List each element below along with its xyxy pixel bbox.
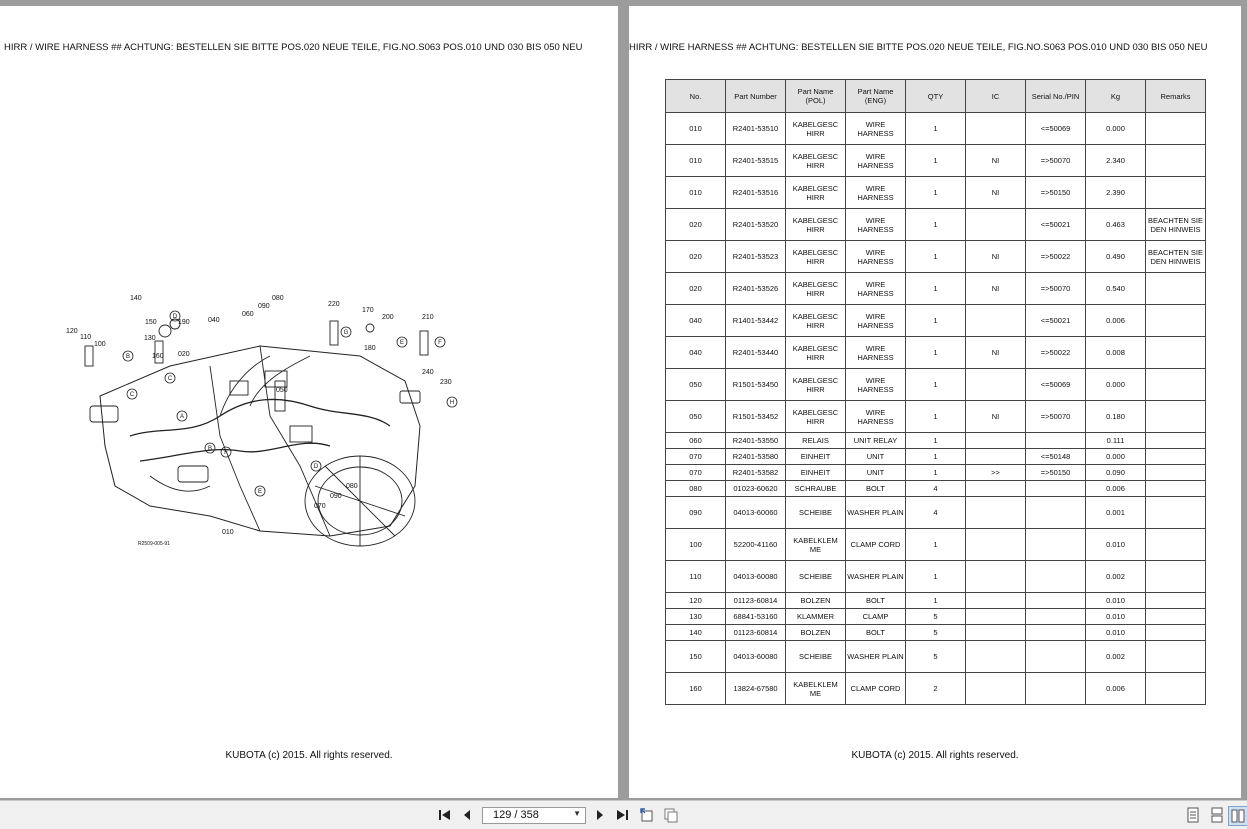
cell-serial [1026, 593, 1086, 609]
cell-qty: 1 [906, 561, 966, 593]
svg-text:F: F [224, 450, 228, 456]
cell-serial: <=50148 [1026, 449, 1086, 465]
table-row [666, 305, 1206, 337]
svg-text:160: 160 [152, 353, 164, 360]
cell-no: 070 [666, 465, 726, 481]
svg-text:D: D [172, 314, 178, 320]
cell-part-name-pol: EINHEIT [786, 465, 846, 481]
cell-ic [966, 561, 1026, 593]
cell-part-name-eng: WIRE HARNESS [846, 305, 906, 337]
svg-text:200: 200 [382, 314, 394, 321]
cell-serial: =>50150 [1026, 465, 1086, 481]
cell-ic: NI [966, 337, 1026, 369]
cell-serial: =>50070 [1026, 401, 1086, 433]
svg-text:140: 140 [130, 295, 142, 302]
cell-qty: 5 [906, 609, 966, 625]
cell-serial: <=50069 [1026, 113, 1086, 145]
cell-kg: 0.008 [1086, 337, 1146, 369]
cell-part-name-eng: BOLT [846, 625, 906, 641]
page-header-text: HIRR / WIRE HARNESS ## ACHTUNG: BESTELLEN SIE BITTE POS.020 NEUE TEILE, FIG.NO.S063 POS.010 UND 030 BIS 050 NEU [4, 42, 583, 53]
right-page [629, 6, 1241, 798]
cell-qty: 1 [906, 241, 966, 273]
cell-part-number: R1501-53450 [726, 369, 786, 401]
cell-part-number: R2401-53523 [726, 241, 786, 273]
svg-text:C: C [129, 392, 135, 398]
svg-text:090: 090 [258, 303, 270, 310]
cell-kg: 0.002 [1086, 561, 1146, 593]
cell-part-name-pol: KABELGESC HIRR [786, 177, 846, 209]
cell-part-name-pol: KABELGESC HIRR [786, 209, 846, 241]
svg-text:110: 110 [80, 334, 92, 341]
cell-no: 120 [666, 593, 726, 609]
cell-part-name-pol: KABELKLEM ME [786, 529, 846, 561]
cell-no: 060 [666, 433, 726, 449]
svg-text:130: 130 [144, 335, 156, 342]
svg-text:170: 170 [362, 307, 374, 314]
cell-qty: 1 [906, 593, 966, 609]
table-row [666, 465, 1206, 481]
svg-text:240: 240 [422, 369, 434, 376]
cell-qty: 1 [906, 209, 966, 241]
cell-part-name-eng: WASHER PLAIN [846, 561, 906, 593]
table-row [666, 337, 1206, 369]
cell-kg: 2.390 [1086, 177, 1146, 209]
rotate-icon[interactable] [638, 806, 656, 824]
svg-text:060: 060 [242, 311, 254, 318]
table-row [666, 241, 1206, 273]
cell-kg: 0.006 [1086, 481, 1146, 497]
cell-qty: 5 [906, 625, 966, 641]
cell-qty: 1 [906, 401, 966, 433]
col-header-ic: IC [966, 80, 1026, 113]
cell-part-name-pol: KABELGESC HIRR [786, 145, 846, 177]
cell-remarks: BEACHTEN SIE DEN HINWEIS [1146, 241, 1206, 273]
cell-serial [1026, 625, 1086, 641]
cell-serial: <=50069 [1026, 369, 1086, 401]
cell-kg: 0.490 [1086, 241, 1146, 273]
cell-part-name-eng: WASHER PLAIN [846, 497, 906, 529]
next-page-icon[interactable] [591, 806, 609, 824]
cell-remarks [1146, 113, 1206, 145]
svg-text:C: C [167, 376, 173, 382]
cell-remarks [1146, 369, 1206, 401]
cell-part-name-eng: WIRE HARNESS [846, 145, 906, 177]
cell-ic: NI [966, 177, 1026, 209]
cell-serial [1026, 481, 1086, 497]
col-header-part-name-pol: Part Name (POL) [786, 80, 846, 113]
prev-page-icon[interactable] [458, 806, 476, 824]
svg-text:020: 020 [178, 351, 190, 358]
svg-text:R2509-005-91: R2509-005-91 [138, 541, 170, 547]
wire-harness-diagram [60, 286, 470, 556]
page-footer: KUBOTA (c) 2015. All rights reserved. [851, 750, 1019, 761]
cell-kg: 0.090 [1086, 465, 1146, 481]
table-row [666, 529, 1206, 561]
svg-text:F: F [438, 340, 442, 346]
cell-qty: 1 [906, 465, 966, 481]
table-row [666, 113, 1206, 145]
cell-serial: <=50021 [1026, 305, 1086, 337]
cell-ic [966, 209, 1026, 241]
cell-qty: 1 [906, 177, 966, 209]
cell-serial [1026, 529, 1086, 561]
cell-no: 010 [666, 113, 726, 145]
cell-no: 090 [666, 497, 726, 529]
cell-kg: 0.010 [1086, 609, 1146, 625]
cell-part-name-eng: WIRE HARNESS [846, 209, 906, 241]
cell-part-number: R2401-53516 [726, 177, 786, 209]
cell-qty: 1 [906, 305, 966, 337]
cell-part-name-eng: WASHER PLAIN [846, 641, 906, 673]
cell-part-name-eng: WIRE HARNESS [846, 401, 906, 433]
cell-part-number: 52200-41160 [726, 529, 786, 561]
cell-part-number: 01123-60814 [726, 625, 786, 641]
cell-part-name-pol: KABELGESC HIRR [786, 337, 846, 369]
cell-part-number: R1401-53442 [726, 305, 786, 337]
cell-part-name-eng: WIRE HARNESS [846, 369, 906, 401]
cell-serial: =>50150 [1026, 177, 1086, 209]
svg-text:080: 080 [346, 483, 358, 490]
table-row [666, 273, 1206, 305]
cell-part-name-eng: UNIT [846, 465, 906, 481]
col-header-no: No. [666, 80, 726, 113]
col-header-kg: Kg [1086, 80, 1146, 113]
cell-qty: 1 [906, 433, 966, 449]
cell-serial: =>50022 [1026, 241, 1086, 273]
cell-part-name-pol: SCHEIBE [786, 561, 846, 593]
continuous-view-icon[interactable] [1208, 806, 1226, 824]
svg-text:050: 050 [276, 387, 288, 394]
cell-part-name-eng: WIRE HARNESS [846, 337, 906, 369]
cell-ic [966, 449, 1026, 465]
table-row [666, 449, 1206, 465]
cell-remarks: BEACHTEN SIE DEN HINWEIS [1146, 209, 1206, 241]
parts-table-body [666, 113, 1206, 705]
cell-kg: 0.002 [1086, 641, 1146, 673]
table-row [666, 561, 1206, 593]
cell-part-name-pol: KABELGESC HIRR [786, 113, 846, 145]
cell-part-number: R2401-53440 [726, 337, 786, 369]
cell-part-name-pol: SCHEIBE [786, 497, 846, 529]
cell-part-name-eng: BOLT [846, 593, 906, 609]
cell-part-number: R2401-53580 [726, 449, 786, 465]
cell-part-name-pol: KABELGESC HIRR [786, 273, 846, 305]
cell-no: 020 [666, 273, 726, 305]
last-page-icon[interactable] [613, 806, 631, 824]
page-header-text: HIRR / WIRE HARNESS ## ACHTUNG: BESTELLEN SIE BITTE POS.020 NEUE TEILE, FIG.NO.S063 POS.010 UND 030 BIS 050 NEU [629, 42, 1208, 53]
col-header-part-number: Part Number [726, 80, 786, 113]
parts-table [665, 79, 1206, 705]
page-number-select[interactable] [482, 807, 586, 824]
cell-kg: 2.340 [1086, 145, 1146, 177]
cell-part-number: 04013-60060 [726, 497, 786, 529]
single-page-view-icon[interactable] [1184, 806, 1202, 824]
cell-remarks [1146, 481, 1206, 497]
page-indicator: 129 / 358 [493, 809, 539, 821]
table-row [666, 145, 1206, 177]
svg-text:040: 040 [208, 317, 220, 324]
cell-part-name-pol: BOLZEN [786, 625, 846, 641]
cell-ic [966, 673, 1026, 705]
copy-page-icon[interactable] [662, 806, 680, 824]
cell-serial [1026, 497, 1086, 529]
cell-part-number: 01023-60620 [726, 481, 786, 497]
cell-part-name-pol: KABELGESC HIRR [786, 401, 846, 433]
table-row [666, 625, 1206, 641]
cell-no: 010 [666, 177, 726, 209]
cell-ic [966, 305, 1026, 337]
cell-no: 040 [666, 337, 726, 369]
cell-part-name-eng: CLAMP CORD [846, 673, 906, 705]
cell-ic: >> [966, 465, 1026, 481]
cell-part-name-pol: KABELKLEM ME [786, 673, 846, 705]
cell-no: 070 [666, 449, 726, 465]
cell-no: 140 [666, 625, 726, 641]
cell-kg: 0.540 [1086, 273, 1146, 305]
cell-part-name-pol: KLAMMER [786, 609, 846, 625]
cell-ic: NI [966, 145, 1026, 177]
cell-ic [966, 369, 1026, 401]
cell-qty: 1 [906, 337, 966, 369]
cell-serial: <=50021 [1026, 209, 1086, 241]
cell-no: 050 [666, 369, 726, 401]
cell-kg: 0.010 [1086, 625, 1146, 641]
cell-remarks [1146, 641, 1206, 673]
cell-part-name-pol: SCHRAUBE [786, 481, 846, 497]
cell-part-name-pol: SCHEIBE [786, 641, 846, 673]
cell-part-name-eng: WIRE HARNESS [846, 273, 906, 305]
cell-remarks [1146, 497, 1206, 529]
cell-ic [966, 625, 1026, 641]
svg-text:E: E [399, 340, 405, 346]
cell-remarks [1146, 673, 1206, 705]
cell-part-name-eng: WIRE HARNESS [846, 241, 906, 273]
cell-part-name-eng: UNIT [846, 449, 906, 465]
col-header-part-name-eng: Part Name (ENG) [846, 80, 906, 113]
cell-no: 110 [666, 561, 726, 593]
cell-remarks [1146, 609, 1206, 625]
cell-remarks [1146, 465, 1206, 481]
svg-text:220: 220 [328, 301, 340, 308]
cell-part-name-eng: CLAMP [846, 609, 906, 625]
svg-text:190: 190 [178, 319, 190, 326]
svg-text:210: 210 [422, 314, 434, 321]
cell-part-name-pol: EINHEIT [786, 449, 846, 465]
cell-part-name-eng: BOLT [846, 481, 906, 497]
cell-serial: =>50022 [1026, 337, 1086, 369]
cell-no: 040 [666, 305, 726, 337]
cell-serial: =>50070 [1026, 145, 1086, 177]
col-header-qty: QTY [906, 80, 966, 113]
cell-part-number: 01123-60814 [726, 593, 786, 609]
cell-part-number: R2401-53582 [726, 465, 786, 481]
cell-part-number: 04013-60080 [726, 641, 786, 673]
cell-part-number: R2401-53526 [726, 273, 786, 305]
cell-qty: 1 [906, 113, 966, 145]
table-row [666, 593, 1206, 609]
cell-no: 150 [666, 641, 726, 673]
cell-part-number: R2401-53550 [726, 433, 786, 449]
svg-text:A: A [179, 414, 185, 420]
cell-ic: NI [966, 241, 1026, 273]
table-row [666, 497, 1206, 529]
table-row [666, 209, 1206, 241]
cell-part-name-pol: KABELGESC HIRR [786, 241, 846, 273]
cell-kg: 0.010 [1086, 529, 1146, 561]
cell-kg: 0.000 [1086, 113, 1146, 145]
cell-part-name-eng: WIRE HARNESS [846, 113, 906, 145]
cell-ic [966, 609, 1026, 625]
cell-part-name-pol: KABELGESC HIRR [786, 369, 846, 401]
cell-qty: 1 [906, 369, 966, 401]
cell-remarks [1146, 625, 1206, 641]
cell-no: 050 [666, 401, 726, 433]
first-page-icon[interactable] [436, 806, 454, 824]
svg-text:230: 230 [440, 379, 452, 386]
cell-ic [966, 113, 1026, 145]
cell-serial [1026, 433, 1086, 449]
two-page-view-icon[interactable] [1228, 806, 1247, 826]
svg-text:180: 180 [364, 345, 376, 352]
table-row [666, 673, 1206, 705]
cell-ic [966, 433, 1026, 449]
col-header-remarks: Remarks [1146, 80, 1206, 113]
cell-ic [966, 497, 1026, 529]
cell-part-name-pol: BOLZEN [786, 593, 846, 609]
cell-no: 130 [666, 609, 726, 625]
cell-kg: 0.000 [1086, 449, 1146, 465]
svg-text:B: B [207, 446, 213, 452]
cell-remarks [1146, 593, 1206, 609]
table-row [666, 641, 1206, 673]
svg-text:D: D [313, 464, 319, 470]
svg-text:120: 120 [66, 328, 78, 335]
cell-remarks [1146, 177, 1206, 209]
cell-remarks [1146, 273, 1206, 305]
col-header-serial: Serial No./PIN [1026, 80, 1086, 113]
cell-remarks [1146, 449, 1206, 465]
cell-kg: 0.463 [1086, 209, 1146, 241]
table-row [666, 369, 1206, 401]
cell-part-number: 13824-67580 [726, 673, 786, 705]
cell-kg: 0.180 [1086, 401, 1146, 433]
cell-ic: NI [966, 401, 1026, 433]
page-footer: KUBOTA (c) 2015. All rights reserved. [225, 750, 393, 761]
svg-text:090: 090 [330, 493, 342, 500]
cell-serial: =>50070 [1026, 273, 1086, 305]
cell-part-name-eng: CLAMP CORD [846, 529, 906, 561]
cell-qty: 5 [906, 641, 966, 673]
svg-text:080: 080 [272, 295, 284, 302]
cell-remarks [1146, 401, 1206, 433]
cell-part-number: R2401-53520 [726, 209, 786, 241]
cell-part-number: 04013-60080 [726, 561, 786, 593]
cell-ic [966, 593, 1026, 609]
svg-text:H: H [449, 400, 455, 406]
chevron-down-icon: ▼ [573, 809, 581, 818]
cell-no: 160 [666, 673, 726, 705]
cell-serial [1026, 673, 1086, 705]
cell-serial [1026, 609, 1086, 625]
cell-qty: 1 [906, 449, 966, 465]
table-row [666, 481, 1206, 497]
cell-qty: 1 [906, 273, 966, 305]
cell-part-number: R1501-53452 [726, 401, 786, 433]
table-row [666, 609, 1206, 625]
svg-text:100: 100 [94, 341, 106, 348]
cell-ic: NI [966, 273, 1026, 305]
cell-part-number: 68841-53160 [726, 609, 786, 625]
cell-kg: 0.006 [1086, 673, 1146, 705]
cell-remarks [1146, 433, 1206, 449]
viewer-toolbar [0, 800, 1247, 829]
cell-no: 010 [666, 145, 726, 177]
cell-serial [1026, 641, 1086, 673]
cell-part-name-pol: KABELGESC HIRR [786, 305, 846, 337]
svg-text:B: B [125, 354, 131, 360]
cell-qty: 1 [906, 529, 966, 561]
left-page [0, 6, 618, 798]
cell-remarks [1146, 529, 1206, 561]
cell-qty: 2 [906, 673, 966, 705]
svg-text:010: 010 [222, 529, 234, 536]
svg-text:150: 150 [145, 319, 157, 326]
cell-kg: 0.001 [1086, 497, 1146, 529]
cell-qty: 4 [906, 481, 966, 497]
cell-remarks [1146, 305, 1206, 337]
table-header-row [666, 80, 1206, 113]
cell-ic [966, 481, 1026, 497]
cell-ic [966, 529, 1026, 561]
cell-ic [966, 641, 1026, 673]
table-row [666, 401, 1206, 433]
cell-no: 020 [666, 209, 726, 241]
cell-kg: 0.111 [1086, 433, 1146, 449]
cell-kg: 0.010 [1086, 593, 1146, 609]
cell-remarks [1146, 561, 1206, 593]
cell-qty: 1 [906, 145, 966, 177]
cell-no: 020 [666, 241, 726, 273]
cell-part-name-pol: RELAIS [786, 433, 846, 449]
cell-part-number: R2401-53515 [726, 145, 786, 177]
cell-part-number: R2401-53510 [726, 113, 786, 145]
cell-serial [1026, 561, 1086, 593]
table-row [666, 433, 1206, 449]
svg-text:E: E [257, 489, 263, 495]
cell-kg: 0.000 [1086, 369, 1146, 401]
cell-remarks [1146, 337, 1206, 369]
cell-remarks [1146, 145, 1206, 177]
cell-part-name-eng: UNIT RELAY [846, 433, 906, 449]
svg-text:070: 070 [314, 503, 326, 510]
cell-qty: 4 [906, 497, 966, 529]
cell-no: 100 [666, 529, 726, 561]
table-row [666, 177, 1206, 209]
cell-kg: 0.006 [1086, 305, 1146, 337]
cell-no: 080 [666, 481, 726, 497]
cell-part-name-eng: WIRE HARNESS [846, 177, 906, 209]
svg-text:G: G [343, 330, 349, 336]
